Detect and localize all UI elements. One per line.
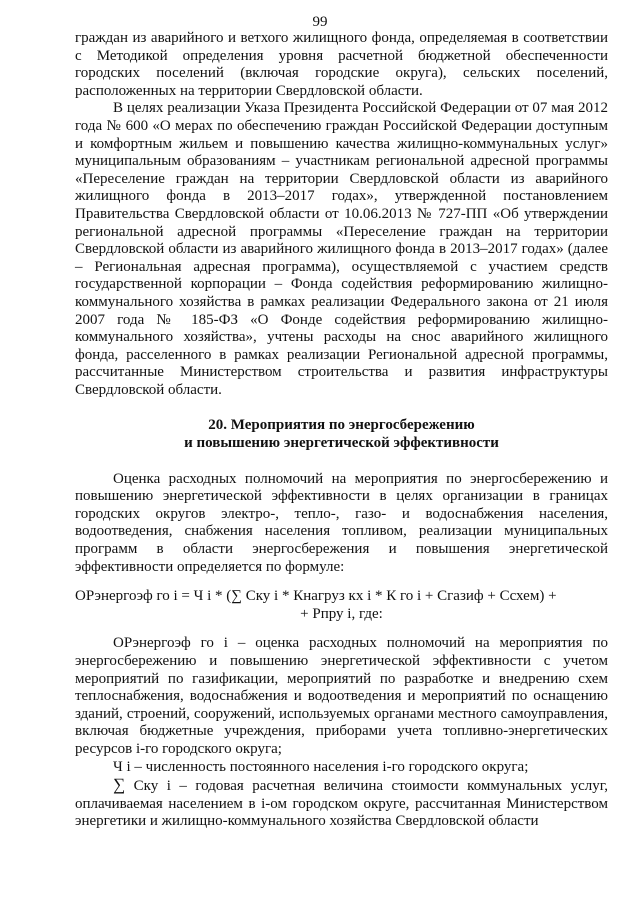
body-text <box>75 30 608 831</box>
paragraph-4: ОРэнергоэф го i – оценка расходных полномочий на мероприятия по энергосбережению и повышению энергетической эффективности с учетом мероприятий по газификации, мероприятий по разработке и внедрению схем теплоснабжения, водоснабжения и водоотведения и мероприятий по оснащению зданий, строений, сооружений, используемых органами местного самоуправления, включая бюджетные учреждения, приборами учета топливно-энергетических ресурсов i-го городского округа; <box>75 635 608 757</box>
page-number: 99 <box>312 14 328 30</box>
section-heading <box>75 417 608 452</box>
heading-line-2: и повышению энергетической эффективности <box>184 435 499 452</box>
paragraph-5: Ч i – численность постоянного населения i-го городского округа; <box>113 758 529 775</box>
formula-line-1: ОРэнергоэф го i = Ч i * (∑ Cку i * Кнагруз кх i * К го i + Cгазиф + Cсхем) + <box>75 588 557 605</box>
heading-line-1: 20. Мероприятия по энергосбережению <box>208 417 475 434</box>
paragraph-3: Оценка расходных полномочий на мероприятия по энергосбережению и повышению энергетической эффективности в целях организации в границах городских округов электро-, тепло-, газо- и водоснабжения населения, водоотведения, снабжения населения топливом, реализации муниципальных программ в области энергосбережения и повышения энергетической эффективности определяется по формуле: <box>75 470 608 575</box>
paragraph-2: В целях реализации Указа Президента Российской Федерации от 07 мая 2012 года № 600 «О мерах по обеспечению граждан Российской Федерации доступным и комфортным жильем и повышению качества жилищно-коммунальных услуг» муниципальным образованиям – участникам региональной адресной программы «Переселение граждан на территории Свердловской области из аварийного жилищного фонда в 2013–2017 годах», утвержденной постановлением Правительства Свердловской области от 10.06.2013 № 727-ПП «Об утверждении региональной адресной программы «Переселение граждан на территории Свердловской области из аварийного жилищного фонда в 2013–2017 годах» (далее – Региональная адресная программа), осуществляемой с участием средств государственной корпорации – Фонда содействия реформированию жилищно-коммунального хозяйства в рамках реализации Федерального закона от 21 июля 2007 года № 185-ФЗ «О Фонде содействия реформированию жилищно-коммунального хозяйства», учтены расходы на снос аварийного жилищного фонда, расселенного в рамках реализации Региональной адресной программы, рассчитанные Министерством строительства и развития инфраструктуры Свердловской области. <box>75 100 608 398</box>
formula-line-2: + Pпру i, где: <box>300 605 383 622</box>
paragraph-1: граждан из аварийного и ветхого жилищного фонда, определяемая в соответствии с Методикой определения уровня расчетной бюджетной обеспеченности городских поселений (включая городские округа), сельских поселений, расположенных на территории Свердловской области. <box>75 30 608 99</box>
paragraph-6-text: Cку i – годовая расчетная величина стоимости коммунальных услуг, оплачиваемая населением в i-ом городском округе, рассчитанная Министерством энергетики и жилищно-коммунального хозяйства Свердловской области <box>75 778 608 830</box>
sum-symbol: ∑ <box>113 775 126 795</box>
paragraph-6 <box>75 776 608 831</box>
